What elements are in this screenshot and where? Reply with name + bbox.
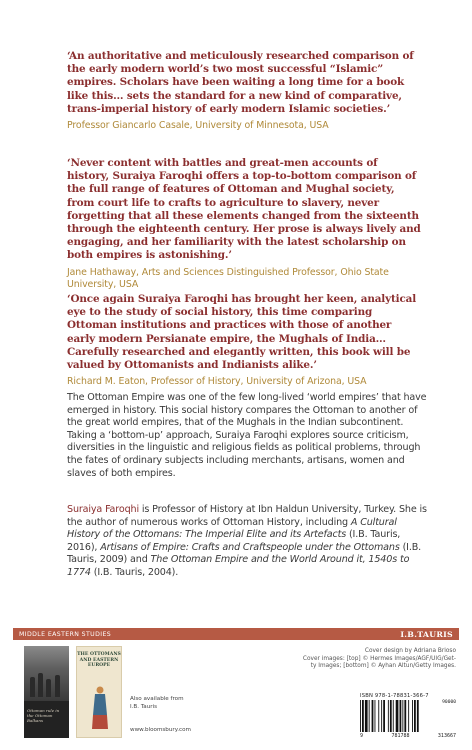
cover-photo [24,646,69,701]
series-band [13,628,459,640]
credit-line: ty Images; [bottom] © Ayhan Altun/Getty Images. [310,663,456,670]
quote-text: ‘Never content with battles and great-men accounts of history, Suraiya Faroqhi offers a top-to-bottom comparison of the full range of features of Ottoman and Mughal society, from court life to crafts to agriculture to slavery, never forgetting that all these elements changed from the sixteenth through the eighteenth century. Her prose is always lively and engaging, and her familiarity with the latest scholarship on both empires is astonishing.’ [67,157,421,262]
price-code: 90000 [442,700,456,705]
quote-attribution: Professor Giancarlo Casale, University of Minnesota, USA [67,120,329,132]
publisher-website: www.bloomsbury.com [130,727,191,733]
cover-credits [269,648,456,671]
related-book-title-2: THE OTTOMANS AND EASTERN EUROPE [77,652,121,669]
bio-text: (I.B. Tauris, 2016), [67,529,401,553]
bio-text: is Professor of History at Ibn Haldun University, Turkey. She is the author of numerous works of Ottoman History, including [67,504,427,528]
review-quote-2 [67,157,422,292]
related-book-cover-2 [76,646,122,738]
quote-text: ‘An authoritative and meticulously researched comparison of the early modern world’s two most successful “Islamic” empires. Scholars have been waiting a long time for a book like this… sets the standard for a new kind of comparative, trans-imperial history of early modern Islamic societies.’ [67,50,414,115]
bio-text: (I.B. Tauris, 2009) and [67,541,422,566]
bio-text: (I.B. Tauris, 2004). [90,566,179,578]
bio-book-title: Artisans of Empire: Crafts and Craftspeople under the Ottomans [100,541,400,553]
bio-book-title: The Ottoman Empire and the World Around it, 1540s to 1774 [67,554,410,578]
barcode-block [360,693,456,741]
book-description: The Ottoman Empire was one of the few long-lived ‘world empires’ that have emerged in history. This social history compares the Ottoman to another of the great world empires, that of the Mughals in the Indian subcontinent. Taking a ‘bottom-up’ approach, Suraiya Faroqhi explores source criticism, diversities in the linguistic and religious fields as political problems, through the fates of ordinary subjects including merchants, artisans, women and slaves of both empires. [67,392,427,479]
series-label: MIDDLE EASTERN STUDIES [19,630,112,638]
also-available-line: Also available from [130,696,184,702]
barcode-digit-group: 313667 [437,733,456,739]
barcode-digit-group: 781788 [391,733,410,739]
isbn: ISBN 978-1-78831-366-7 [360,693,429,699]
credit-line: Cover design by Adriana Brioso [364,648,456,654]
quote-attribution: Richard M. Eaton, Professor of History, University of Arizona, USA [67,376,367,388]
related-book-title-1: Ottoman rule in the Ottoman Balkans [27,708,60,723]
barcode-digits [360,733,456,739]
related-book-cover-1 [24,646,69,738]
quote-attribution: Jane Hathaway, Arts and Sciences Distinguished Professor, Ohio State University, USA [67,266,389,291]
cover-figure-illustration [91,685,109,731]
also-available [130,696,184,711]
barcode-icon [360,700,438,733]
barcode-digit-group: 9 [360,733,364,739]
publisher-logo: I.B.TAURIS [400,629,453,639]
author-bio [67,504,429,580]
review-quote-1 [67,50,422,133]
also-available-publisher: I.B. Tauris [130,703,158,710]
author-name: Suraiya Faroqhi [67,504,139,515]
bio-book-title: A Cultural History of the Ottomans: The Imperial Elite and its Artefacts [67,516,397,541]
review-quote-3 [67,293,422,389]
credit-line: Cover images: [top] © Hermes Images/AGF/UIG/Get- [302,655,456,662]
quote-text: ‘Once again Suraiya Faroqhi has brought her keen, analytical eye to the study of social history, this time comparing Ottoman institutions and practices with those of another early modern Persianate empire, the Mughals of India… Carefully researched and elegantly written, this book will be valued by Ottomanists and Indianists alike.’ [67,293,416,372]
back-cover-footer [13,640,459,744]
